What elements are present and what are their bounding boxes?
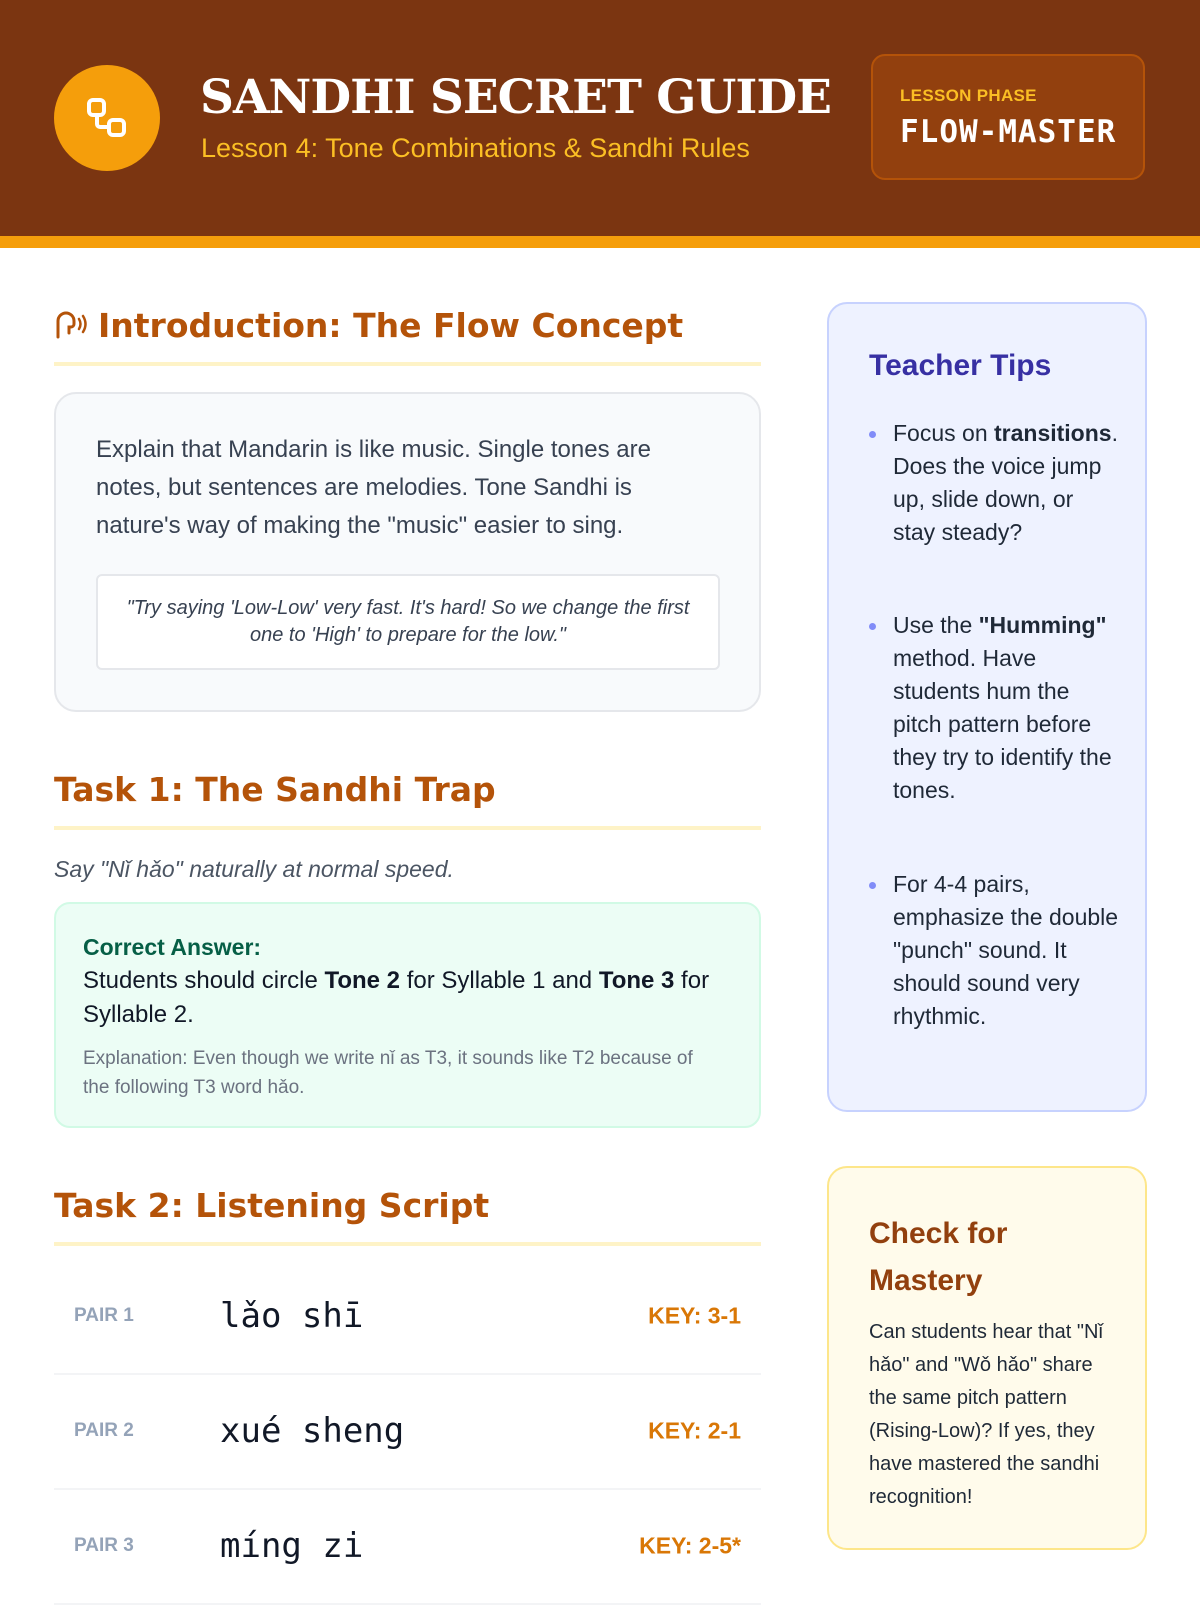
task1-heading: Task 1: The Sandhi Trap bbox=[54, 770, 761, 830]
bullet-icon bbox=[869, 431, 876, 438]
teacher-tips-card bbox=[827, 302, 1147, 1112]
mastery-text: Can students hear that "Nǐ hǎo" and "Wǒ hǎo" share the same pitch pattern (Rising-Low)? If yes, they have mastered the sandhi recognition! bbox=[869, 1321, 1103, 1508]
correct-answer-text bbox=[83, 964, 733, 1032]
header-banner bbox=[0, 0, 1200, 248]
page-subtitle: Lesson 4: Tone Combinations & Sandhi Rules bbox=[201, 133, 750, 163]
intro-quote: "Try saying 'Low-Low' very fast. It's hard! So we change the first one to 'High' to prepare for the low." bbox=[96, 574, 720, 670]
answer-explanation: Explanation: Even though we write nǐ as T3, it sounds like T2 because of the following T3 word hǎo. bbox=[83, 1048, 693, 1098]
tip-emphasis: transitions bbox=[994, 420, 1112, 446]
logo-badge bbox=[54, 65, 160, 171]
pair-key: KEY: 2-5* bbox=[639, 1532, 741, 1559]
pair-row bbox=[54, 1489, 761, 1605]
mastery-title: Check for Mastery bbox=[869, 1217, 1008, 1297]
pair-label: PAIR 3 bbox=[74, 1535, 134, 1556]
lesson-phase-badge bbox=[871, 54, 1145, 180]
tip-emphasis: "Humming" bbox=[978, 612, 1107, 638]
tip-text: . Does the voice jump up, slide down, or stay steady? bbox=[893, 420, 1118, 545]
pair-key: KEY: 2-1 bbox=[648, 1417, 741, 1444]
lesson-phase-value: FLOW-MASTER bbox=[900, 114, 1117, 150]
answer-text-part: Students should circle bbox=[83, 967, 325, 994]
task2-heading: Task 2: Listening Script bbox=[54, 1186, 761, 1246]
pair-row bbox=[54, 1259, 761, 1375]
intro-heading bbox=[54, 306, 761, 366]
answer-tone-2: Tone 2 bbox=[324, 967, 401, 994]
intro-text: Explain that Mandarin is like music. Single tones are notes, but sentences are melodies. Tone Sandhi is nature's way of making the "music" easier to sing. bbox=[96, 436, 651, 539]
tip-text: For 4-4 pairs, emphasize the double "punch" sound. It should sound very rhythmic. bbox=[893, 871, 1119, 1029]
task1-instruction: Say "Nǐ hǎo" naturally at normal speed. bbox=[54, 856, 454, 882]
tip-text: Focus on bbox=[893, 420, 994, 446]
pair-row bbox=[54, 1374, 761, 1490]
tip-text: method. Have students hum the pitch pattern before they try to identify the tones. bbox=[893, 645, 1112, 803]
pair-pinyin: xué sheng bbox=[220, 1411, 405, 1451]
pair-label: PAIR 2 bbox=[74, 1420, 134, 1441]
intro-heading-text: Introduction: The Flow Concept bbox=[98, 306, 684, 345]
answer-tone-3: Tone 3 bbox=[598, 967, 675, 994]
tip-item bbox=[869, 868, 1119, 1033]
teacher-tips-title: Teacher Tips bbox=[869, 349, 1052, 382]
answer-text-part: for Syllable 1 and bbox=[400, 967, 599, 994]
bullet-icon bbox=[869, 623, 876, 630]
answer-text-part: for Syllable 2. bbox=[83, 967, 710, 1028]
pair-key: KEY: 3-1 bbox=[648, 1302, 741, 1329]
correct-answer-card bbox=[54, 902, 761, 1128]
sound-wave-icon bbox=[54, 308, 88, 347]
pair-label: PAIR 1 bbox=[74, 1305, 134, 1326]
tip-item bbox=[869, 417, 1119, 549]
pair-pinyin: míng zi bbox=[220, 1526, 364, 1566]
tip-item bbox=[869, 609, 1119, 807]
intro-card bbox=[54, 392, 761, 712]
lesson-phase-label: LESSON PHASE bbox=[900, 86, 1037, 105]
correct-answer-label: Correct Answer: bbox=[83, 934, 262, 960]
bullet-icon bbox=[869, 882, 876, 889]
page-title: SANDHI SECRET GUIDE bbox=[200, 70, 831, 125]
mastery-check-card bbox=[827, 1166, 1147, 1550]
pair-pinyin: lǎo shī bbox=[220, 1296, 364, 1336]
tip-text: Use the bbox=[893, 612, 979, 638]
flow-diagram-icon bbox=[83, 94, 131, 142]
